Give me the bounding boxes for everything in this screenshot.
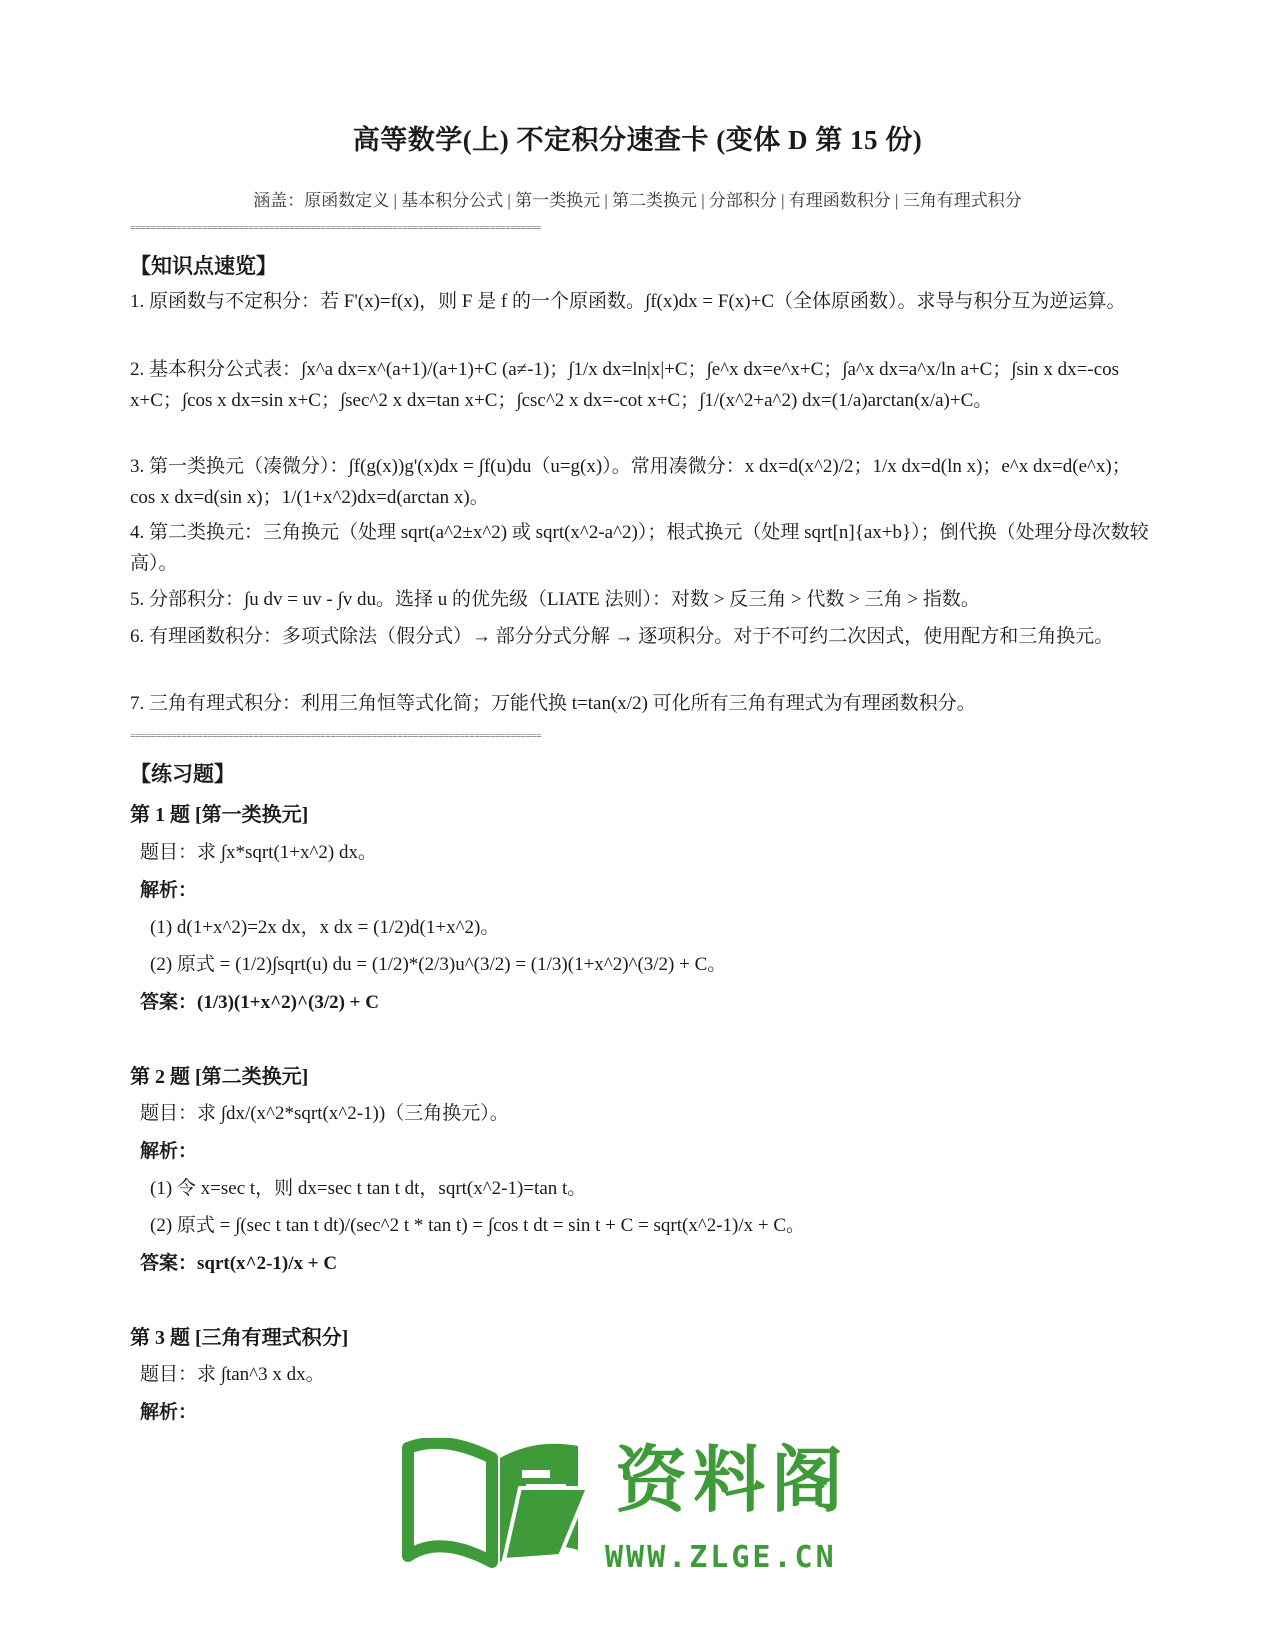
question-heading: 第 1 题 [第一类换元] xyxy=(130,804,309,826)
knowledge-item: 4. 第二类换元：三角换元（处理 sqrt(a^2±x^2) 或 sqrt(x^2-a^2)）；根式换元（处理 sqrt[n]{ax+b}）；倒代换（处理分母次数较高）。 xyxy=(130,522,1149,574)
question-heading: 第 2 题 [第二类换元] xyxy=(130,1066,309,1088)
question-prompt: 题目：求 ∫x*sqrt(1+x^2) dx。 xyxy=(140,842,377,863)
question-prompt: 题目：求 ∫tan^3 x dx。 xyxy=(140,1364,325,1385)
watermark-url: WWW.ZLGE.CN xyxy=(605,1540,837,1575)
watermark xyxy=(400,1438,880,1608)
divider-rule: ================================================================================ xyxy=(130,732,542,742)
solution-step: (1) d(1+x^2)=2x dx，x dx = (1/2)d(1+x^2)。 xyxy=(150,917,500,938)
page-subtitle: 涵盖：原函数定义 | 基本积分公式 | 第一类换元 | 第二类换元 | 分部积分 | 有理函数积分 | 三角有理式积分 xyxy=(253,191,1022,210)
knowledge-item: 3. 第一类换元（凑微分）：∫f(g(x))g'(x)dx = ∫f(u)du（u=g(x)）。常用凑微分：x dx=d(x^2)/2；1/x dx=d(ln x)；e^x dx=d(e^x)；cos x dx=d(sin x)；1/(1+x^2)dx=d(arctan x)。 xyxy=(130,456,1131,508)
question-heading: 第 3 题 [三角有理式积分] xyxy=(130,1327,349,1349)
knowledge-item: 7. 三角有理式积分：利用三角恒等式化简；万能代换 t=tan(x/2) 可化所有三角有理式为有理函数积分。 xyxy=(130,693,976,714)
solution-step: (1) 令 x=sec t，则 dx=sec t tan t dt，sqrt(x^2-1)=tan t。 xyxy=(150,1178,587,1199)
analysis-label: 解析： xyxy=(140,880,198,901)
knowledge-item: 6. 有理函数积分：多项式除法（假分式）→ 部分分式分解 → 逐项积分。对于不可约二次因式，使用配方和三角换元。 xyxy=(130,626,1114,647)
knowledge-heading: 【知识点速览】 xyxy=(130,254,277,278)
knowledge-item: 5. 分部积分：∫u dv = uv - ∫v du。选择 u 的优先级（LIATE 法则）：对数 > 反三角 > 代数 > 三角 > 指数。 xyxy=(130,589,980,610)
exercises-heading: 【练习题】 xyxy=(130,762,235,786)
solution-step: (2) 原式 = ∫(sec t tan t dt)/(sec^2 t * tan t) = ∫cos t dt = sin t + C = sqrt(x^2-1)/x + C。 xyxy=(150,1215,806,1236)
answer-line: 答案：sqrt(x^2-1)/x + C xyxy=(140,1253,338,1274)
book-logo-icon xyxy=(400,1438,600,1578)
analysis-label: 解析： xyxy=(140,1402,198,1423)
watermark-brand: 资料阁 xyxy=(615,1438,850,1522)
divider-rule: ================================================================================ xyxy=(130,224,542,234)
knowledge-item: 1. 原函数与不定积分：若 F'(x)=f(x)，则 F 是 f 的一个原函数。∫f(x)dx = F(x)+C（全体原函数）。求导与积分互为逆运算。 xyxy=(130,291,1126,312)
solution-step: (2) 原式 = (1/2)∫sqrt(u) du = (1/2)*(2/3)u^(3/2) = (1/3)(1+x^2)^(3/2) + C。 xyxy=(150,954,727,975)
question-prompt: 题目：求 ∫dx/(x^2*sqrt(x^2-1))（三角换元）。 xyxy=(140,1103,509,1124)
analysis-label: 解析： xyxy=(140,1141,198,1162)
knowledge-item: 2. 基本积分公式表：∫x^a dx=x^(a+1)/(a+1)+C (a≠-1)；∫1/x dx=ln|x|+C；∫e^x dx=e^x+C；∫a^x dx=a^x/ln a+C；∫sin x dx=-cos x+C；∫cos x dx=sin x+C；∫sec^2 x dx=tan x+C；∫csc^2 x dx=-cot x+C；∫1/(x^2+a^2) dx=(1/a)arctan(x/a)+C。 xyxy=(130,359,1120,411)
answer-line: 答案：(1/3)(1+x^2)^(3/2) + C xyxy=(140,992,379,1013)
page-title: 高等数学(上) 不定积分速查卡 (变体 D 第 15 份) xyxy=(352,125,923,155)
